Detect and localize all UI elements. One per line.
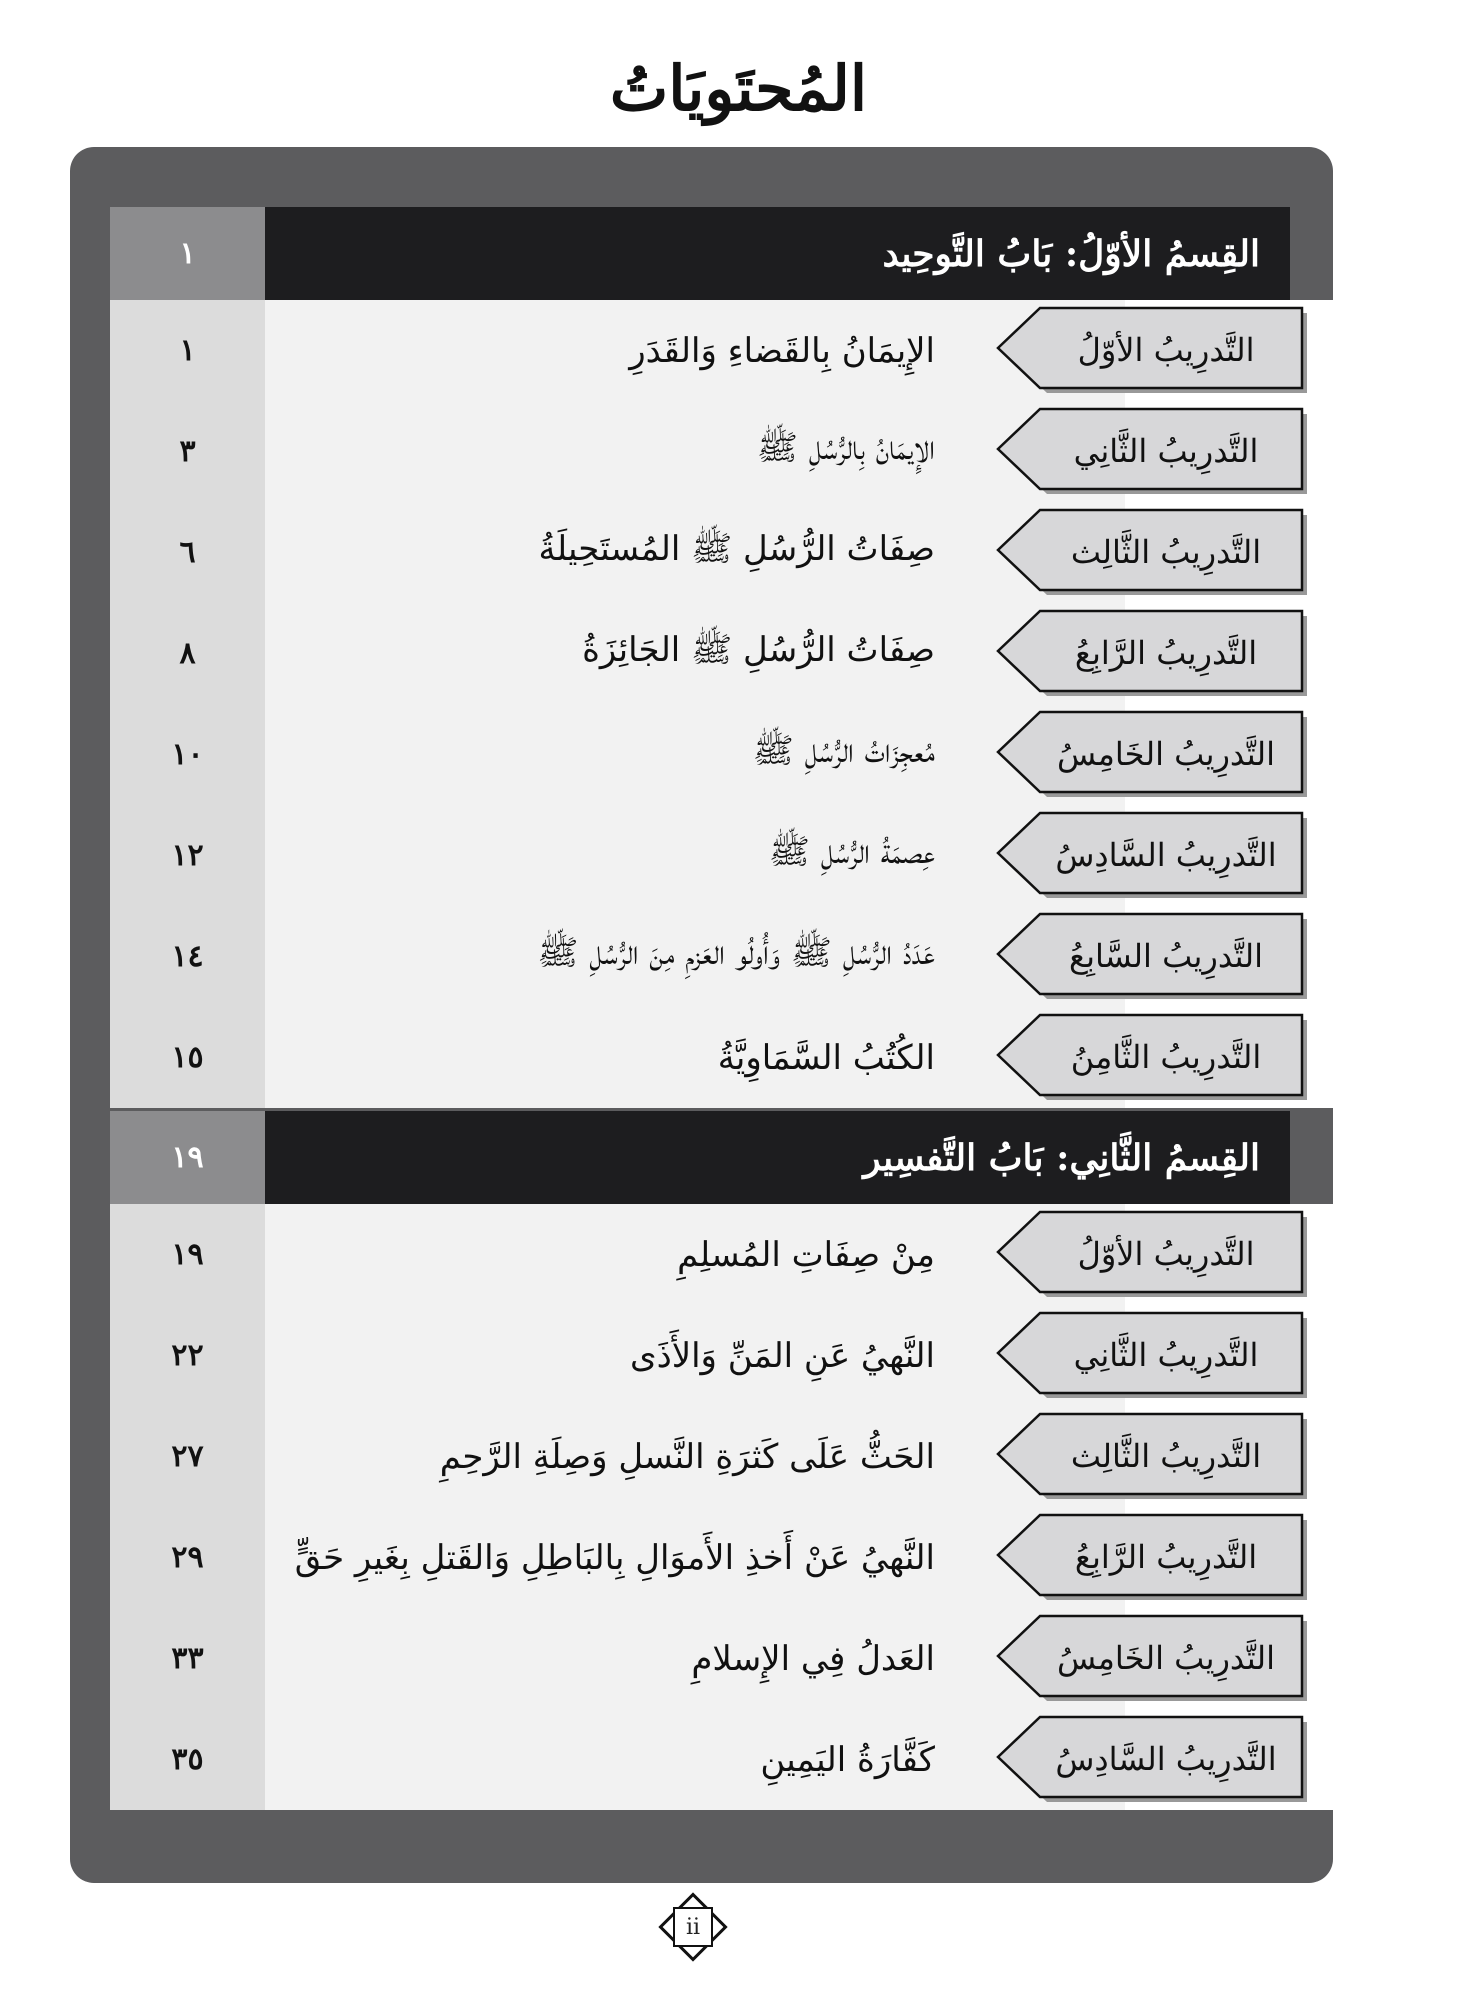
- lesson-title: الإِيمَانُ بِالرُّسُلِ ﷺ: [756, 428, 935, 468]
- lesson-label: التَّدرِيبُ الثَّالِث: [1070, 1437, 1262, 1475]
- lesson-page-number: ٣٣: [110, 1608, 265, 1709]
- lesson-label: التَّدرِيبُ السَّادِسُ: [1055, 1740, 1277, 1778]
- lesson-tag: [980, 1715, 1308, 1803]
- lesson-row[interactable]: [110, 1406, 1290, 1507]
- lesson-title: العَدلُ فِي الإِسلامِ: [691, 1638, 935, 1679]
- lesson-label: التَّدرِيبُ السَّابِعُ: [1069, 937, 1263, 975]
- lesson-row[interactable]: [110, 1507, 1290, 1608]
- lesson-title: عَدَدُ الرُّسُلِ ﷺ وَأُولُو العَزمِ مِنَ الرُّسُلِ ﷺ: [537, 933, 935, 973]
- page-number: ii: [685, 1914, 701, 1940]
- section-header-tawheed[interactable]: [110, 207, 1290, 300]
- lesson-row[interactable]: [110, 1709, 1290, 1810]
- lesson-tag: [980, 1412, 1308, 1500]
- lesson-tag: [980, 1614, 1308, 1702]
- lesson-row[interactable]: [110, 805, 1290, 906]
- lesson-row[interactable]: [110, 1204, 1290, 1305]
- lesson-page-number: ١٤: [110, 906, 265, 1007]
- lesson-tag: [980, 912, 1308, 1000]
- lesson-row[interactable]: [110, 704, 1290, 805]
- lesson-label: التَّدرِيبُ الرَّابِعُ: [1074, 634, 1258, 672]
- lesson-label: التَّدرِيبُ الخَامِسُ: [1056, 735, 1276, 773]
- lesson-row[interactable]: [110, 502, 1290, 603]
- lesson-title: صِفَاتُ الرُّسُلِ ﷺ المُستَحِيلَةُ: [538, 529, 935, 569]
- lesson-label: التَّدرِيبُ الثَّالِث: [1070, 533, 1262, 571]
- contents-frame: [70, 147, 1333, 1883]
- page-title: المُحتَويَاتُ: [609, 52, 868, 125]
- lesson-page-number: ١٠: [110, 704, 265, 805]
- lesson-title: الإِيمَانُ بِالقَضاءِ وَالقَدَرِ: [629, 330, 935, 371]
- lesson-page-number: ٨: [110, 603, 265, 704]
- lesson-tag: [980, 1513, 1308, 1601]
- section-title: القِسمُ الأوّلُ: بَابُ التَّوحِيد: [882, 232, 1260, 275]
- lesson-tag: [980, 710, 1308, 798]
- lesson-tag: [980, 407, 1308, 495]
- lesson-title: الكُتُبُ السَّمَاوِيَّةُ: [717, 1037, 935, 1078]
- lesson-page-number: ١٩: [110, 1204, 265, 1305]
- lesson-page-number: ١٢: [110, 805, 265, 906]
- lesson-title: النَّهيُ عَنِ المَنِّ وَالأَذَى: [629, 1335, 935, 1376]
- lesson-page-number: ٢٧: [110, 1406, 265, 1507]
- lesson-page-number: ٢٢: [110, 1305, 265, 1406]
- lesson-row[interactable]: [110, 1305, 1290, 1406]
- lesson-title: مُعجِزَاتُ الرُّسُلِ ﷺ: [752, 731, 935, 771]
- lesson-label: التَّدرِيبُ الخَامِسُ: [1056, 1639, 1276, 1677]
- lesson-row[interactable]: [110, 1608, 1290, 1709]
- lesson-row[interactable]: [110, 300, 1290, 401]
- lesson-row[interactable]: [110, 603, 1290, 704]
- lesson-label: التَّدرِيبُ الأوّلُ: [1077, 1235, 1255, 1273]
- lesson-title: النَّهيُ عَنْ أَخذِ الأَموَالِ بِالبَاطِلِ وَالقَتلِ بِغَيرِ حَقٍّ: [294, 1537, 935, 1578]
- lesson-page-number: ٢٩: [110, 1507, 265, 1608]
- lesson-page-number: ٦: [110, 502, 265, 603]
- page-number-badge: [656, 1890, 730, 1964]
- section-header-tafseer[interactable]: [110, 1111, 1290, 1204]
- lesson-page-number: ٣٥: [110, 1709, 265, 1810]
- lesson-title: عِصمَةُ الرُّسُلِ ﷺ: [768, 832, 935, 872]
- lesson-title: الحَثُّ عَلَى كَثرَةِ النَّسلِ وَصِلَةِ الرَّحِمِ: [439, 1436, 935, 1477]
- section-page-number: ١٩: [110, 1111, 265, 1204]
- lesson-tag: [980, 306, 1308, 394]
- lesson-title: كَفَّارَةُ اليَمِينِ: [760, 1739, 935, 1780]
- lesson-tag: [980, 609, 1308, 697]
- lesson-tag: [980, 1311, 1308, 1399]
- lesson-title: صِفَاتُ الرُّسُلِ ﷺ الجَائِزَةُ: [582, 630, 935, 670]
- lesson-label: التَّدرِيبُ الثَّانِي: [1073, 1336, 1259, 1374]
- lesson-label: التَّدرِيبُ الثَّامِنُ: [1070, 1038, 1262, 1076]
- lesson-title: مِنْ صِفَاتِ المُسلِمِ: [677, 1234, 935, 1275]
- lesson-tag: [980, 1013, 1308, 1101]
- lesson-tag: [980, 811, 1308, 899]
- lesson-label: التَّدرِيبُ الثَّانِي: [1073, 432, 1259, 470]
- lesson-page-number: ٣: [110, 401, 265, 502]
- lesson-tag: [980, 1210, 1308, 1298]
- lesson-label: التَّدرِيبُ الرَّابِعُ: [1074, 1538, 1258, 1576]
- contents-table: [110, 207, 1290, 1827]
- lesson-page-number: ١: [110, 300, 265, 401]
- section-title: القِسمُ الثَّانِي: بَابُ التَّفسِير: [863, 1136, 1260, 1179]
- lesson-label: التَّدرِيبُ السَّادِسُ: [1055, 836, 1277, 874]
- lesson-row[interactable]: [110, 906, 1290, 1007]
- lesson-row[interactable]: [110, 401, 1290, 502]
- lesson-row[interactable]: [110, 1007, 1290, 1108]
- lesson-page-number: ١٥: [110, 1007, 265, 1108]
- lesson-tag: [980, 508, 1308, 596]
- section-page-number: ١: [110, 207, 265, 300]
- lesson-label: التَّدرِيبُ الأوّلُ: [1077, 331, 1255, 369]
